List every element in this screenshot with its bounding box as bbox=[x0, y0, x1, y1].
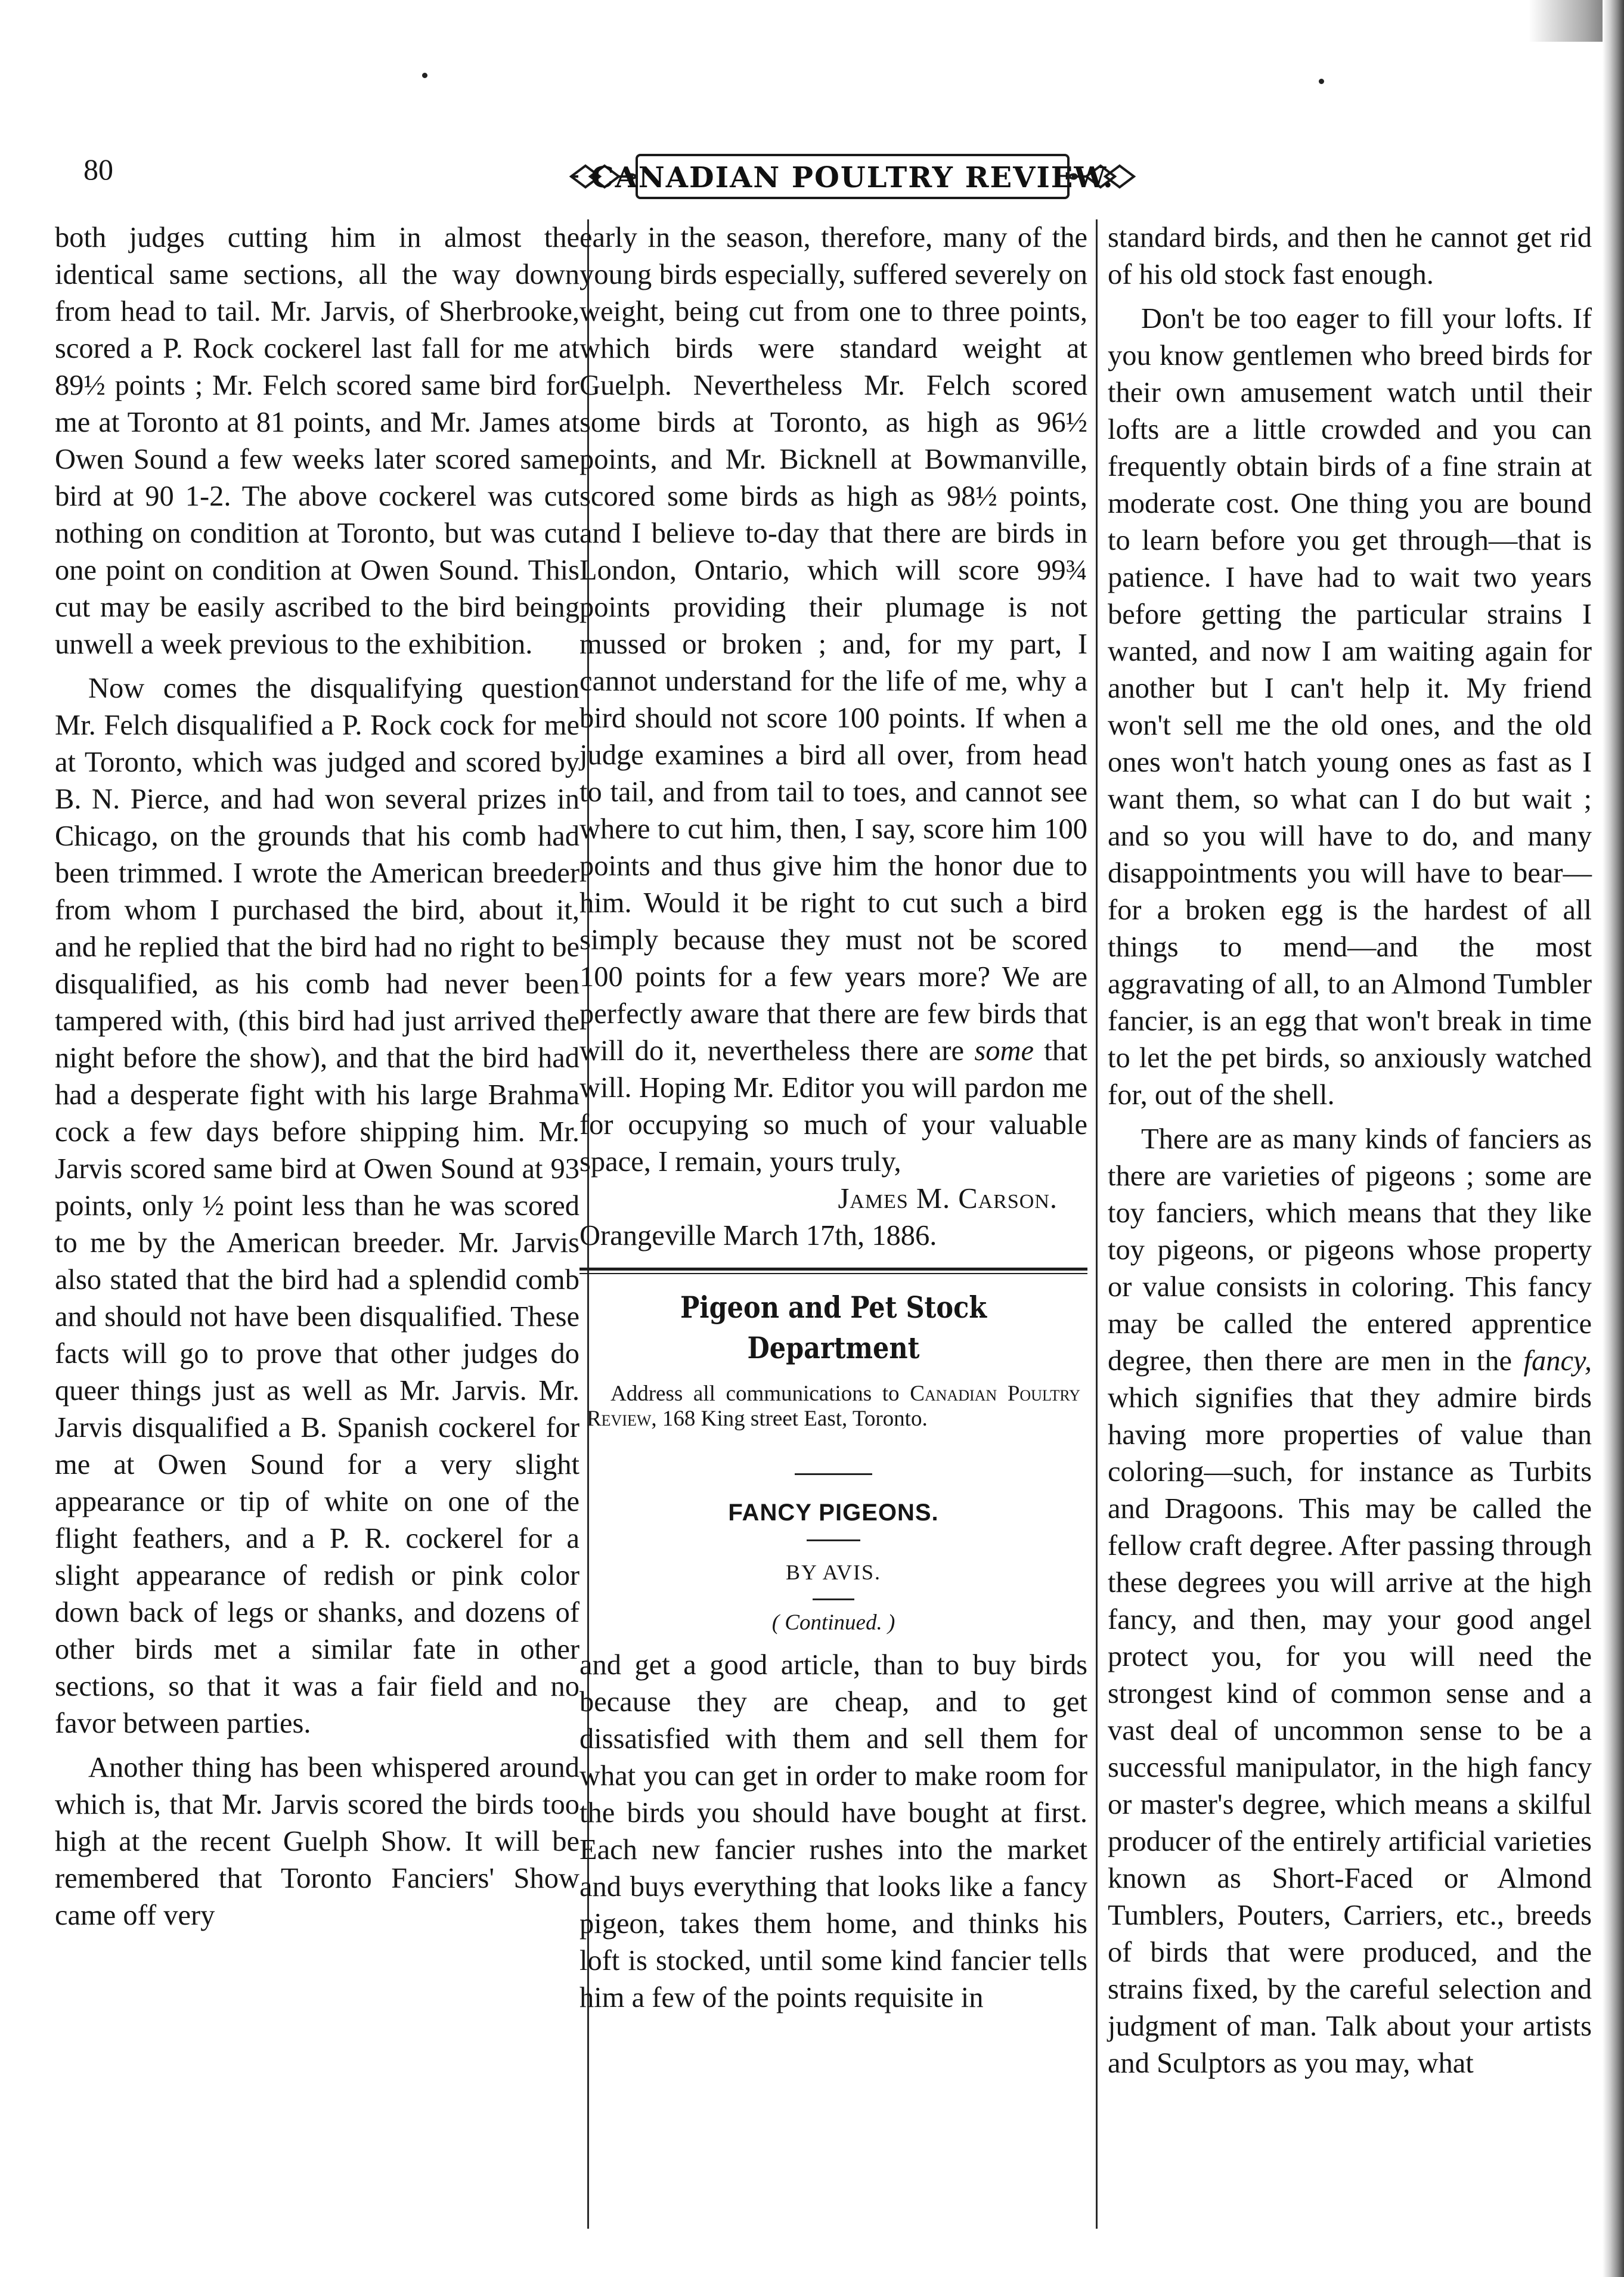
paragraph: both judges cutting him in almost the identical same sections, all the way down from head to tail. Mr. Jarvis, of Sherbrooke, scored a P. Rock cockerel last fall for me at 89½ points ; Mr. Felch scored same bird for me at Toronto at 81 points, and Mr. James at Owen Sound a few weeks later scored same bird at 90 1-2. The above cockerel was cut nothing on condition at Toronto, but was cut one point on condition at Owen Sound. This cut may be easily ascribed to the bird being unwell a week previous to the exhibition. bbox=[55, 222, 579, 660]
letter-text: early in the season, therefore, many of the young birds especially, suffered severely on weight, being cut from one to three points, which birds were standard weight at Guelph. Nevertheless Mr. Felch scored some birds at Toronto, as high as 96½ points, and Mr. Bicknell at Bowmanville, scored some birds as high as 98½ points, and I believe to-day that there are birds in London, Ontario, which will score 99¾ points providing their plumage is not mussed or broken ; and, for my part, I cannot understand for the life of me, why a bird should not score 100 points. If when a judge examines a bird all over, from head to tail, and from tail to toes, and cannot see where to cut him, then, I say, score him 100 points and thus give him the honor due to him. Would it be right to cut such a bird simply because they must not be scored 100 points for a few years more? We are perfectly aware that there are few birds that will do it, nevertheless there are bbox=[579, 222, 1087, 1067]
page-number: 80 bbox=[83, 153, 113, 186]
paragraph: Another thing has been whispered around which is, that Mr. Jarvis scored the birds too high at the recent Guelph Show. It will be remembered that Toronto Fanciers' Show came off very bbox=[55, 1752, 579, 1931]
page-edge-shadow bbox=[1603, 0, 1624, 2277]
byline: BY AVIS. bbox=[785, 1560, 882, 1584]
continued-note: ( Continued. ) bbox=[771, 1610, 895, 1635]
department-heading: Pigeon and Pet Stock Department bbox=[680, 1290, 987, 1365]
title-rule bbox=[807, 1539, 860, 1541]
column-rule bbox=[1096, 219, 1098, 2229]
address-publication: Canadian Poultry Review, bbox=[587, 1381, 1081, 1431]
letter-body bbox=[579, 219, 1087, 1181]
signature: James M. Carson. bbox=[838, 1183, 1058, 1215]
paragraph: and get a good article, than to buy birds because they are cheap, and to get dissatisfied with them and sell them for what you can get in order to make room for the birds you should have bought at first. Each new fancier rushes into the market and buys everything that looks like a fancy pigeon, takes them home, and thinks his loft is stocked, until some kind fancier tells him a few of the points requisite in bbox=[579, 1649, 1087, 2013]
paragraph bbox=[1108, 1121, 1592, 2082]
dateline: Orangeville March 17th, 1886. bbox=[579, 1220, 937, 1251]
letter-text: that will. Hoping Mr. Editor you will pardon me for occupying so much of your valuable space, I remain, yours truly, bbox=[579, 1035, 1088, 1178]
paragraph-text: which signifies that they admire birds having more properties of value than coloring—such, for instance as Turbits and Dragoons. This may be called the fellow craft degree. After passing through these degrees you will arrive at the high fancy, and then, may your good angel protect you, for you will need the strongest kind of common sense and a vast deal of uncommon sense to be a successful manipulator, in the high fancy or master's degree, which means a skilful producer of the entirely artificial varieties known as Short-Faced or Almond Tumblers, Pouters, Carriers, etc., breeds of birds that were produced, and the strains fixed, by the careful selection and judgment of man. Talk about your artists and Sculptors as you may, what bbox=[1108, 1382, 1592, 2079]
address-text: 168 King street East, Toronto. bbox=[662, 1407, 928, 1431]
emphasis: some bbox=[974, 1035, 1034, 1067]
paragraph: Now comes the disqualifying question Mr. Felch disqualified a P. Rock cock for me at Toronto, which was judged and scored by B. N. Pierce, and had won several prizes in Chicago, on the grounds that his comb had been trimmed. I wrote the American breeder from whom I purchased the bird, about it, and he replied that the bird had no right to be disqualified, as his comb had never been tampered with, (this bird had just arrived the night before the show), and that the bird had had a desperate fight with his large Brahma cock a few days before shipping him. Mr. Jarvis scored same bird at Owen Sound at 93 points, only ½ point less than he was scored to me by the American breeder. Mr. Jarvis also stated that the bird had a splendid comb and should not have been disqualified. These facts will go to prove that other judges do queer things just as well as Mr. Jarvis. Mr. Jarvis disqualified a B. Spanish cockerel for me at Owen Sound for a very slight appearance or tip of white on one of the flight feathers, and a P. R. cockerel for a slight appearance of redish or pink color down back of legs or shanks, and dozens of other birds met a similar fate in other sections, so that it was a fair field and no favor between parties. bbox=[55, 673, 579, 1739]
ink-speck bbox=[422, 73, 427, 78]
address-notice bbox=[587, 1381, 1080, 1432]
paragraph-text: There are as many kinds of fanciers as there are varieties of pigeons ; some are toy fanciers, which means that they like toy pigeons, or pigeons whose property or value consists in coloring. This fancy may be called the entered apprentice degree, then there are men in the bbox=[1108, 1123, 1592, 1377]
column-1 bbox=[55, 219, 579, 1934]
paragraph: Don't be too eager to fill your lofts. If you know gentlemen who breed birds for their own amusement watch until their lofts are a little crowded and you can frequently obtain birds of a fine strain at moderate cost. One thing you are bound to learn before you get through—that is patience. I have had to wait two years before getting the particular strains I wanted, and now I am waiting again for another but I can't help it. My friend won't sell me the old ones, and the old ones won't hatch young ones as fast as I want them, so what can I do but wait ; and so you will have to do, and many disappointments you will have to bear—for a broken egg is the hardest of all things to mend—and the most aggravating of all, to an Almond Tumbler fancier, is an egg that won't break in time to let the pet birds, so anxiously watched for, out of the shell. bbox=[1108, 303, 1592, 1111]
emphasis: fancy, bbox=[1523, 1345, 1592, 1377]
address-text: Address all communications to bbox=[610, 1381, 900, 1406]
article-title: FANCY PIGEONS. bbox=[728, 1500, 939, 1526]
byline-rule bbox=[813, 1598, 854, 1600]
section-divider bbox=[579, 1268, 1087, 1274]
ink-speck bbox=[1319, 79, 1324, 84]
masthead bbox=[566, 148, 1139, 205]
masthead-title: CANADIAN POULTRY REVIEW. bbox=[591, 161, 1114, 194]
column-3 bbox=[1108, 219, 1592, 2082]
title-rule bbox=[795, 1473, 872, 1475]
masthead-ornament bbox=[566, 148, 1139, 205]
column-2 bbox=[579, 219, 1087, 2016]
paragraph: standard birds, and then he cannot get rid of his old stock fast enough. bbox=[1108, 222, 1592, 290]
